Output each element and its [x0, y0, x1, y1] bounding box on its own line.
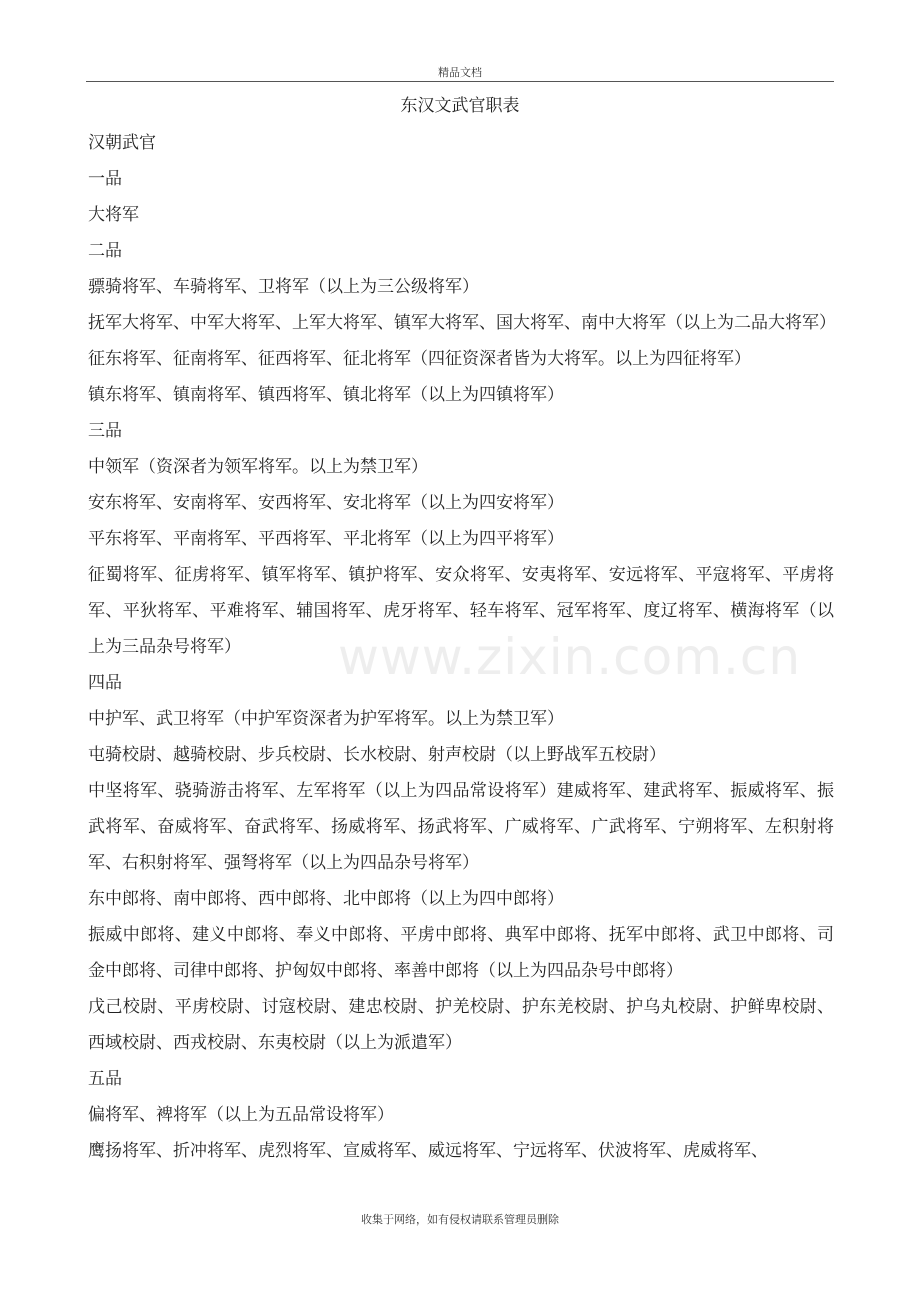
text-line: 一品 — [88, 169, 122, 189]
header-divider — [86, 81, 834, 82]
text-line: 镇东将军、镇南将军、镇西将军、镇北将军（以上为四镇将军） — [88, 385, 564, 405]
page-footer: 收集于网络，如有侵权请联系管理员删除 — [361, 1213, 559, 1226]
text-line: 征蜀将军、征虏将军、镇军将军、镇护将军、安众将军、安夷将军、安远将军、平寇将军、平虏将军、平狄将军、平难将军、辅国将军、虎牙将军、轻车将军、冠军将军、度辽将军、横海将军（以上为三品杂号将军） — [88, 565, 834, 657]
watermark: www.zixin.com.cn — [338, 628, 802, 686]
text-line: 三品 — [88, 421, 122, 441]
page-header: 精品文档 — [438, 66, 482, 79]
text-line: 东中郎将、南中郎将、西中郎将、北中郎将（以上为四中郎将） — [88, 889, 564, 909]
text-line: 骠骑将军、车骑将军、卫将军（以上为三公级将军） — [88, 277, 479, 297]
text-line: 汉朝武官 — [88, 133, 156, 153]
text-line: 平东将军、平南将军、平西将军、平北将军（以上为四平将军） — [88, 529, 564, 549]
text-line: 四品 — [88, 673, 122, 693]
text-line: 抚军大将军、中军大将军、上军大将军、镇军大将军、国大将军、南中大将军（以上为二品大将军） — [88, 313, 836, 333]
text-line: 中领军（资深者为领军将军。以上为禁卫军） — [88, 457, 428, 477]
document-body — [88, 125, 834, 1169]
text-line: 二品 — [88, 241, 122, 261]
text-line: 安东将军、安南将军、安西将军、安北将军（以上为四安将军） — [88, 493, 564, 513]
text-line: 中护军、武卫将军（中护军资深者为护军将军。以上为禁卫军） — [88, 709, 564, 729]
text-line: 屯骑校尉、越骑校尉、步兵校尉、长水校尉、射声校尉（以上野战军五校尉） — [88, 745, 666, 765]
text-line: 征东将军、征南将军、征西将军、征北将军（四征资深者皆为大将军。以上为四征将军） — [88, 349, 751, 369]
document-title: 东汉文武官职表 — [400, 96, 520, 116]
text-line: 振威中郎将、建义中郎将、奉义中郎将、平虏中郎将、典军中郎将、抚军中郎将、武卫中郎将、司金中郎将、司律中郎将、护匈奴中郎将、率善中郎将（以上为四品杂号中郎将） — [88, 925, 834, 981]
text-line: 戊己校尉、平虏校尉、讨寇校尉、建忠校尉、护羌校尉、护东羌校尉、护乌丸校尉、护鲜卑校尉、西域校尉、西戎校尉、东夷校尉（以上为派遣军） — [88, 997, 834, 1053]
text-line: 大将军 — [88, 205, 139, 225]
text-line: 中坚将军、骁骑游击将军、左军将军（以上为四品常设将军）建威将军、建武将军、振威将军、振武将军、奋威将军、奋武将军、扬威将军、扬武将军、广威将军、广武将军、宁朔将军、左积射将军、右积射将军、强弩将军（以上为四品杂号将军） — [88, 781, 834, 873]
text-line: 五品 — [88, 1069, 122, 1089]
text-line: 鹰扬将军、折冲将军、虎烈将军、宣威将军、威远将军、宁远将军、伏波将军、虎威将军、 — [88, 1141, 768, 1161]
text-line: 偏将军、裨将军（以上为五品常设将军） — [88, 1105, 394, 1125]
